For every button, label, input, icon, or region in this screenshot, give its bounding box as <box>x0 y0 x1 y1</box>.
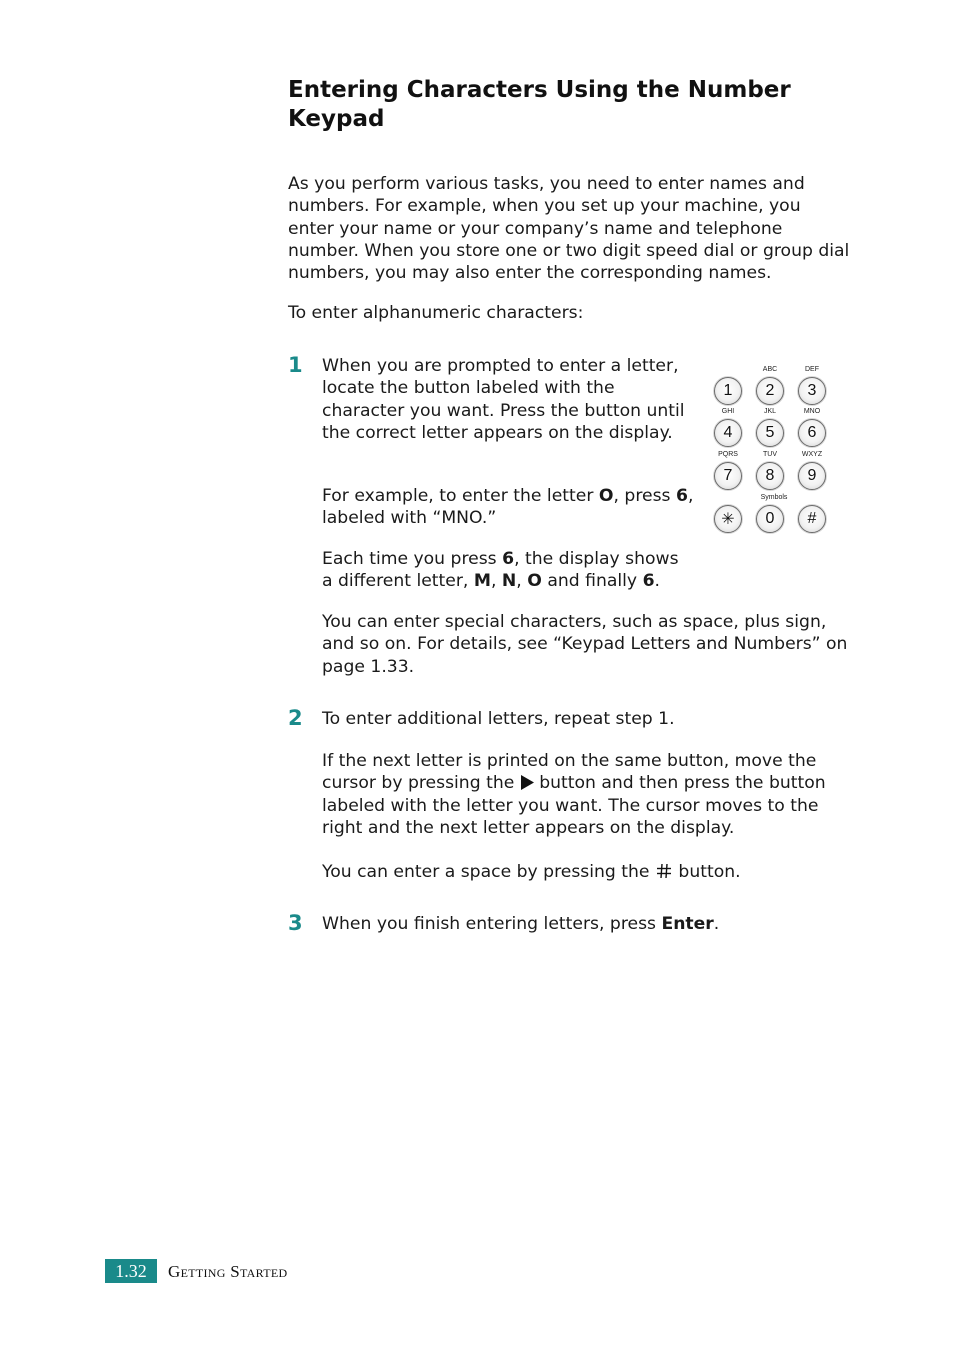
step-1-example: For example, to enter the letter O, press 6, labeled with “MNO.” <box>322 486 694 529</box>
step-2-cursor: If the next letter is printed on the same button, move the cursor by pressing the button and then press the button labeled with the letter you want. The cursor moves to the right and the next letter appears on the display. <box>322 751 826 838</box>
step-1-text: When you are prompted to enter a letter, locate the button labeled with the character you want. Press the button until the correct letter appears on the display. <box>322 356 685 443</box>
key-letters-label: DEF <box>805 366 819 373</box>
step-2-text: To enter additional letters, repeat step 1. <box>322 709 675 729</box>
key-letters-label: TUV <box>763 451 777 458</box>
keypad-key: 7 <box>714 462 742 490</box>
keypad-key: 8 <box>756 462 784 490</box>
key-letters-label: WXYZ <box>801 451 823 458</box>
keypad-key: 2 <box>756 377 784 405</box>
intro-paragraph: As you perform various tasks, you need to enter names and numbers. For example, when you set up your machine, you enter your name or your company’s name and telephone number. When you store one or two digit speed dial or group dial numbers, you may also enter the corresponding names. <box>288 174 850 284</box>
key-letters-label: Symbols <box>760 494 788 501</box>
hash-key-icon <box>655 863 673 879</box>
keypad-key: 0 <box>756 505 784 533</box>
step-number-1: 1 <box>288 353 303 377</box>
keypad-key: 9 <box>798 462 826 490</box>
step-number-3: 3 <box>288 911 303 935</box>
key-letters-label: PQRS <box>718 451 738 458</box>
step-1-cycle: Each time you press 6, the display shows a different letter, M, N, O and finally 6. <box>322 549 679 592</box>
key-letters-label: JKL <box>763 408 777 415</box>
step-3-text: When you finish entering letters, press Enter. <box>322 914 720 934</box>
chapter-title: Getting Started <box>168 1262 288 1281</box>
keypad-key: 6 <box>798 419 826 447</box>
key-letters-label: MNO <box>803 408 821 415</box>
keypad-key: 1 <box>714 377 742 405</box>
keypad-key: 3 <box>798 377 826 405</box>
keypad-key: # <box>798 505 826 533</box>
step-2-space: You can enter a space by pressing the button. <box>322 862 741 882</box>
keypad-key: ✳ <box>714 505 742 533</box>
keypad-key: 5 <box>756 419 784 447</box>
key-letters-label: ABC <box>762 366 778 373</box>
keypad-illustration <box>706 362 836 540</box>
keypad-key: 4 <box>714 419 742 447</box>
step-number-2: 2 <box>288 706 303 730</box>
section-heading: Entering Characters Using the Number Keypad <box>288 77 791 132</box>
page-number: 1.32 <box>105 1259 157 1283</box>
step-1-special: You can enter special characters, such as space, plus sign, and so on. For details, see “Keypad Letters and Numbers” on page 1.33. <box>322 612 848 677</box>
right-arrow-icon <box>520 775 534 790</box>
lead-paragraph: To enter alphanumeric characters: <box>288 303 584 323</box>
key-letters-label: GHI <box>721 408 735 415</box>
